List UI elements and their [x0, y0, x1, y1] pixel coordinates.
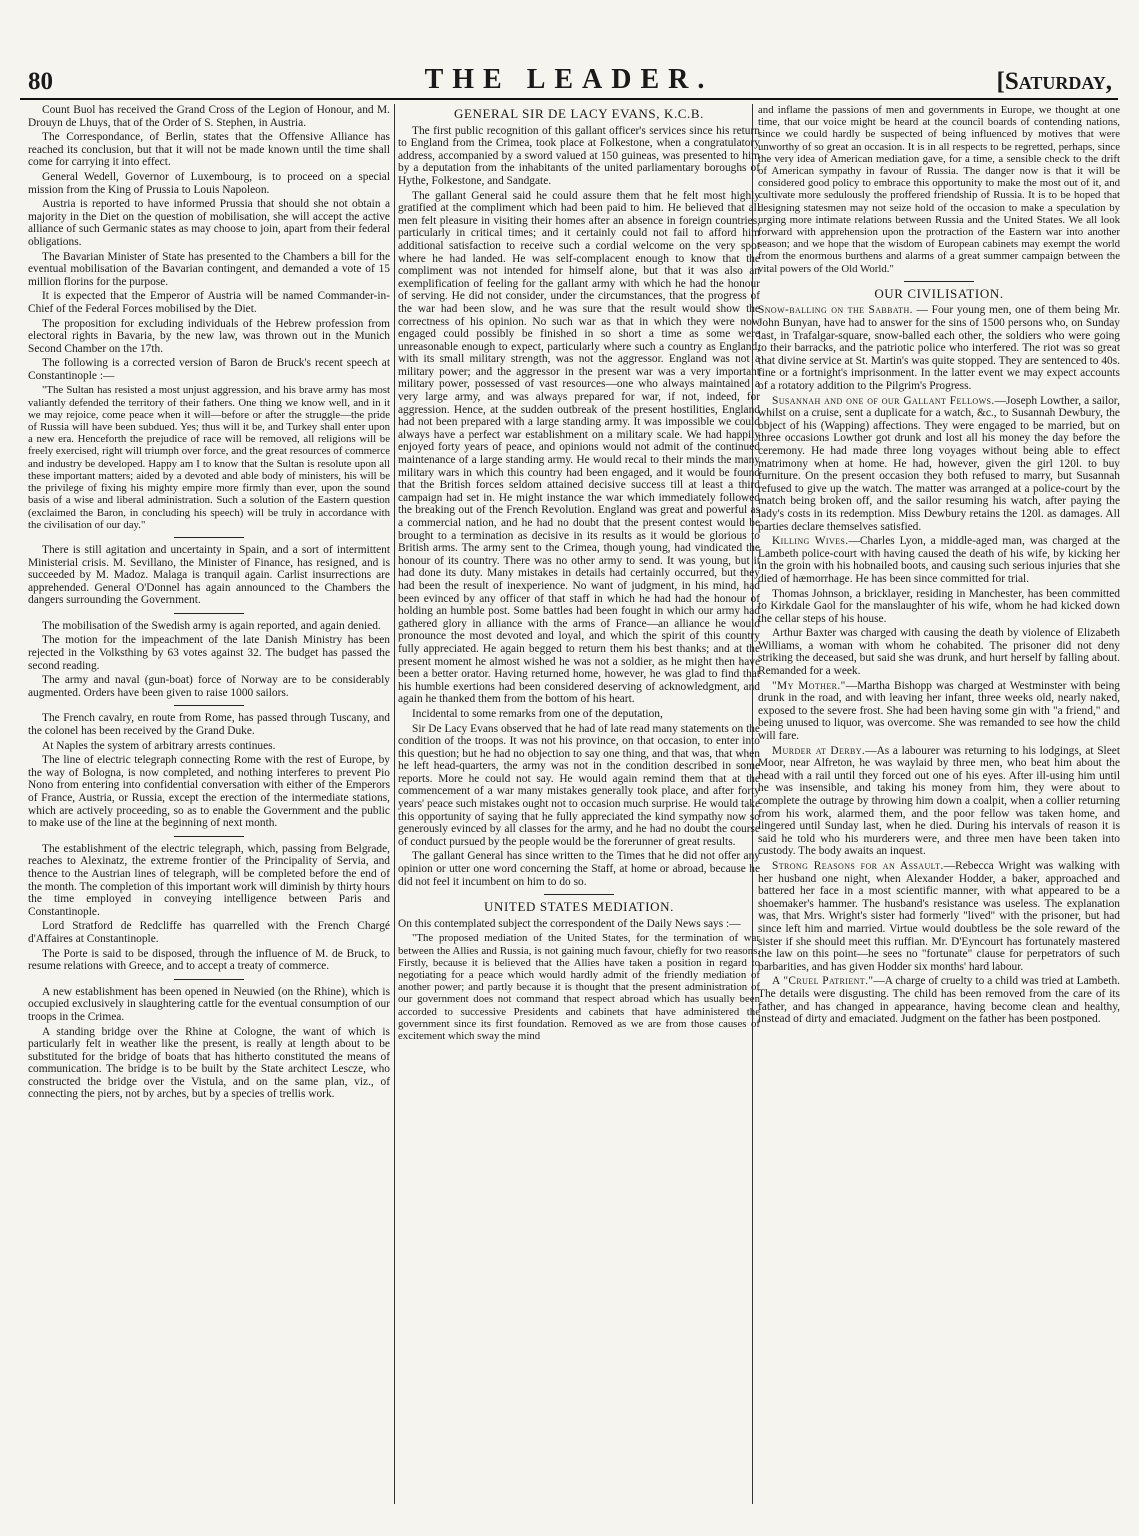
paragraph: There is still agitation and uncertainty in Spain, and a sort of intermittent Ministerial crisis. M. Sevillano, the Minister of Finance, has resigned, and is succeeded by M. Madoz. Malaga is tranquil again. Carlist insurrections are apprehended. General O'Donnel has again announced to the Chambers the dangers surrounding the Government.	[28, 543, 390, 607]
quoted-speech: "The Sultan has resisted a most unjust aggression, and his brave army has most valiantly defended the territory of their fathers. One thing we know well, and in it we may rejoice, come peace when it will—before or after the struggle—the pride of Russia will have been subdued. Yes; thus will it be, and Turkey shall enter upon a new era. Henceforth the prejudice of race will be removed, all religions will be freely exercised, right will triumph over force, and the great resources of commerce and industry be developed. Happy am I to know that the Sultan is resolute upon all these important matters; aided by a devoted and able body of ministers, his will be the privilege of fixing his mighty empire more firmly than ever, upon the sound basis of a wise and liberal administration. Such a solution of the Eastern question (exclaimed the Baron, in concluding his speech) will be truly in accordance with the civilisation of our day."	[28, 384, 390, 531]
paragraph: The Porte is said to be disposed, through the influence of M. de Bruck, to resume relations with Greece, and to accept a treaty of commerce.	[28, 947, 390, 973]
paragraph: Sir De Lacy Evans observed that he had of late read many statements on the condition of the troops. It was not his province, on that occasion, to enter into this question; but he had no objection to say one thing, and that was, that when he left head-quarters, the army was not in the condition described in some reports. More he could not say. He would again remind them that at the commencement of a war many mistakes generally took place, and after forty years' peace such mistakes ought not to occasion much surprise. He would take this opportunity of saying that he fully appreciated the kind sympathy now so generously evinced by all classes for the army, and he had no doubt the course of conduct pursued by the people would be the forerunner of great results.	[398, 722, 760, 848]
item-text: — Four young men, one of them being Mr. John Bunyan, have had to answer for the sins of 1500 persons who, on Sunday last, in Trafalgar-square, snow-balled each other, the soldiers who were going to their barracks, and the patriotic police who interfered. The riot was so great that divine service at St. Martin's was quite stopped. They are sentenced to 40s. fine or a fortnight's imprisonment. In the latter event we may expect accounts of a rotatory addition to the Pilgrim's Progress.	[758, 304, 1120, 392]
page-header	[20, 58, 1118, 100]
paragraph: A standing bridge over the Rhine at Cologne, the want of which is particularly felt in weather like the present, is really at length about to be substituted for the bridge of boats that has hitherto constituted the means of communication. The bridge is to be built by the State architect Lescze, who constructed the bridge over the Vistula, and on the same plan, viz., of connecting the piers, not by arches, but by a species of trellis work.	[28, 1025, 390, 1101]
paragraph: The gallant General said he could assure them that he felt most highly gratified at the compliment which had been paid to him. He believed that all men felt pleasure in visiting their homes after an absence in foreign countries, particularly in critical times; and it certainly could not fail to afford him additional satisfaction to receive such a cordial welcome on the very spot where he had landed. He was self-complacent enough to know that the compliment was not intended for himself alone, but that it was also an exemplification of feeling for the gallant army with which he had the honour of serving. He did not consider, under the circumstances, that the progress of the war had been slow, and he was sure that the result would show the correctness of his opinion. No such war as that in which they were now engaged could possibly be finished in so short a time as some were unreasonable enough to expect, particularly where such a country as England, with its small military strength, was not the aggressor. England was not a military power; and the aggressor in the present war was a very important military power, possessed of vast resources—one who always maintained a very large army, and was always prepared for war, if not, indeed, for aggression. Hence, at the sudden outbreak of the present hostilities, England had not been prepared with a large standing army. It was impossible we could always have a perfect war establishment on a military scale. We had happily enjoyed forty years of peace, and opinions would not admit of the continued maintenance of a large standing army. He would recal to their minds the many military wars in which this country had been engaged, and it would be found that the British forces seldom attained decisive success till at least a third campaign had set in. He might instance the war which immediately followed the breaking out of the French Revolution. England was great and powerful as a commercial nation, and he had no doubt that the present contest would be brought to a termination as decisive in its results as it would be glorious to British arms. The army sent to the Crimea, though young, had vindicated the honour of its country. There was no other army to send. It was young, but it had done its duty. Many mistakes in details had certainly occurred, but they had been the result of inexperience. No want of judgment, in his mind, had been evinced by any officer of that staff in which he had had the honour of holding an humble post. Some battles had been fought in which our army had gathered glory in alliance with the arms of France—an alliance he would pronounce the most devoted and loyal, and which the spirit of this country fully appreciated. He again begged to return them his best thanks; and at the present moment he almost wished he was not a soldier, as he might then have been a better orator. Having returned home, however, he was glad to find that his humble exertions had been considered deserving of acknowledgment, and again he thanked them from the bottom of his heart.	[398, 189, 760, 706]
paragraph: The Bavarian Minister of State has presented to the Chambers a bill for the eventual mobilisation of the Bavarian contingent, and demanded a vote of 15 million florins for the purpose.	[28, 250, 390, 288]
paragraph: The first public recognition of this gallant officer's services since his return to England from the Crimea, took place at Folkestone, when a congratulatory address, accompanied by a sword valued at 150 guineas, was presented to him by a deputation from the inhabitants of the united parliamentary boroughs of Hythe, Folkestone, and Sandgate.	[398, 124, 760, 187]
item-text: —As a labourer was returning to his lodgings, at Sleet Moor, near Alfreton, he was waylaid by three men, who beat him about the head with a rail until they forced out one of his eyes. After ill-using him until he was insensible, and taking his money from him, they were about to complete the outrage by throwing him down a coalpit, when a collier returning from his work, alarmed them, and the poor fellow was taken home, and lingered until Sunday last, when he died. During his intervals of reason it is said he told who his murderers were, and three men have been taken into custody. The body awaits an inquest.	[758, 744, 1120, 858]
item-text: —Martha Bishopp was charged at Westminster with being drunk in the road, and with leaving her infant, three weeks old, nearly naked, exposed to the severe frost. She had been having some gin with "a friend," and being unused to liquor, was overcome. She was remanded to see how the child will fare.	[758, 679, 1120, 743]
paragraph: Arthur Baxter was charged with causing the death by violence of Elizabeth Williams, a woman with whom he cohabited. The prisoner did not deny striking the deceased, but said she was drunk, and hurt herself by falling about. Remanded for a week.	[758, 627, 1120, 678]
paragraph: The gallant General has since written to the Times that he did not offer any opinion or utter one word concerning the Staff, at home or abroad, because he did not feel it incumbent on him to do so.	[398, 850, 760, 888]
item-lead: A "Cruel Patrient."	[772, 975, 874, 988]
paragraph: The motion for the impeachment of the late Danish Ministry has been rejected in the Volksthing by 63 votes against 32. The budget has passed the second reading.	[28, 634, 390, 672]
section-separator	[544, 894, 614, 895]
paragraph: The following is a corrected version of Baron de Bruck's recent speech at Constantinople :—	[28, 357, 390, 382]
item-lead: Strong Reasons for an Assault.	[772, 859, 944, 872]
paragraph: The Correspondance, of Berlin, states that the Offensive Alliance has reached its conclusion, but that it will not be made known until the time shall come for carrying it into effect.	[28, 131, 390, 169]
section-heading: OUR CIVILISATION.	[874, 285, 1004, 301]
column-3	[758, 104, 1120, 1524]
paragraph: Thomas Johnson, a bricklayer, residing in Manchester, has been committed to Kirkdale Gaol for the manslaughter of his wife, whom he had kicked down the cellar steps of his house.	[758, 587, 1120, 625]
section-separator	[174, 836, 244, 837]
paragraph: The army and naval (gun-boat) force of Norway are to be considerably augmented. Orders have been given to raise 1000 sailors.	[28, 674, 390, 699]
paragraph: Count Buol has received the Grand Cross of the Legion of Honour, and M. Drouyn de Lhuys, that of the Order of S. Stephen, in Austria.	[28, 104, 390, 129]
item-text: —Charles Lyon, a middle-aged man, was charged at the Lambeth police-court with having caused the death of his wife, by kicking her in the groin with his hobnailed boots, and causing such serious injuries that she died of hæmorrhage. He has been since committed for trial.	[758, 535, 1120, 585]
masthead-day: [Saturday,	[996, 68, 1112, 95]
page-number: 80	[28, 68, 53, 95]
column-2	[398, 104, 760, 1524]
paragraph: General Wedell, Governor of Luxembourg, is to proceed on a special mission from the King of Prussia to Louis Napoleon.	[28, 170, 390, 196]
item-lead: Killing Wives.	[772, 535, 849, 548]
paragraph: On this contemplated subject the correspondent of the Daily News says :—	[398, 917, 741, 930]
item-text: —A charge of cruelty to a child was tried at Lambeth. The details were disgusting. The child has been removed from the care of its father, and has changed in appearance, having become clean and healthy, instead of dirty and emaciated. Judgment on the father has been postponed.	[758, 975, 1120, 1026]
quoted-letter-continued: and inflame the passions of men and governments in Europe, we thought at one time, that our voice might be heard at the council boards of contending nations, since we could hardly be suspected of being influenced by motives that were unworthy of so great an occasion. It is in all respects to be regretted, perhaps, since the very idea of American mediation gave, for a time, a sensible check to the drift of American sympathy in favour of Russia. The danger now is that it will be considered good policy to embrace this opportunity to make the most out of it, and cultivate more sedulously the proffered friendship of Russia. It is to be hoped that designing statesmen may not seize hold of the occasion to make a speculation by urging more intimate relations between Russia and the United States. We all look forward with apprehension upon the protraction of the Eastern war into another season; and we hope that the wisdom of European cabinets may exempt the world from the enormous burthens and alarms of a great summer campaign between the vital powers of the Old World."	[758, 104, 1120, 275]
section-heading: GENERAL SIR DE LACY EVANS, K.C.B.	[453, 106, 705, 121]
section-separator	[174, 705, 244, 706]
section-heading: UNITED STATES MEDIATION.	[484, 899, 674, 915]
paragraph: Austria is reported to have informed Prussia that should she not obtain a majority in the Diet on the question of mobilisation, she will accept the active alliance of such Germanic states as may choose to join, apart from their federal obligations.	[28, 198, 390, 248]
quoted-letter: "The proposed mediation of the United States, for the termination of war between the Allies and Russia, is not gaining much favour, chiefly for two reasons. Firstly, because it is believed that the Allies have taken a position in regard to negotiating for a peace which would hardly admit of the friendly mediation of another power; and partly because it is thought that the present administration of our government does not command that respect abroad which has usually been accorded to successive Presidents and cabinets that have administered the government since its first foundation. Removed as we are from those causes of excitement which sway the mind	[398, 932, 760, 1043]
column-rule	[394, 104, 395, 1504]
paragraph: The proposition for excluding individuals of the Hebrew profession from electoral rights in Bavaria, by the new law, was thrown out in the Munich Second Chamber on the 17th.	[28, 317, 390, 355]
item-text: —Joseph Lowther, a sailor, whilst on a cruise, sent a duplicate for a watch, &c., to Susannah Dewbury, the object of his (Wapping) affections. They were engaged to be married, but on three occasions Lowther got drunk and lost all his money the day before the ceremony. He had made three long voyages without being able to effect matrimony when at home. He had, however, given the girl 120l. to buy furniture. On the present occasion they both refused to marry, but Susannah refused to give up the watch. The matter was arranged at a police-court by the match being broken off, and the sailor resuming his watch, after paying the lady's costs in its redemption. Miss Dewbury retains the 120l. as damages. All parties declare themselves satisfied.	[758, 394, 1120, 533]
section-separator	[174, 613, 244, 614]
section-separator	[174, 979, 244, 980]
section-separator	[904, 281, 974, 282]
paragraph: A new establishment has been opened in Neuwied (on the Rhine), which is occupied exclusively in slaughtering cattle for the eventual consumption of our troops in the Crimea.	[28, 985, 390, 1023]
item-lead: Snow-balling on the Sabbath.	[758, 304, 913, 317]
item-lead: "My Mother."	[772, 679, 846, 692]
item-lead: Murder at Derby.	[772, 744, 866, 757]
item-lead: Susannah and one of our Gallant Fellows.	[772, 394, 995, 407]
masthead-title: THE LEADER.	[424, 64, 714, 95]
section-separator	[174, 537, 244, 538]
paragraph: At Naples the system of arbitrary arrests continues.	[42, 739, 276, 752]
paragraph: The French cavalry, en route from Rome, has passed through Tuscany, and the colonel has been received by the Grand Duke.	[28, 712, 390, 738]
paragraph: Incidental to some remarks from one of the deputation,	[412, 707, 663, 720]
item-text: —Rebecca Wright was walking with her husband one night, when Alexander Hodder, a baker, approached and battered her face in a most scientific manner, with what appeared to be a shoemaker's hammer. The husband's resistance was useless. The explanation was, that Mrs. Wright's sister had formerly "lived" with the prisoner, but had since left him and married. Virtue would doubtless be the sole reward of the sister if she should meet this ruffian. Mr. D'Eyncourt has fortunately mastered the law on this point—he sees no "fortunate" clause for perpetrators of such barbarities, and has given Hodder six months' hard labour.	[758, 859, 1120, 973]
paragraph: The line of electric telegraph connecting Rome with the rest of Europe, by the way of Bologna, is now completed, and nothing interferes to prevent Pio Nono from entering into confidential conversation with either of the Emperors of France, Austria, or Russia, except the erection of the intermediate stations, which are actively proceeding, so as to enable the Government and the public to make use of the line at the beginning of next month.	[28, 754, 390, 830]
paragraph: It is expected that the Emperor of Austria will be named Commander-in-Chief of the Federal Forces mobilised by the Diet.	[28, 290, 390, 315]
paragraph: The mobilisation of the Swedish army is again reported, and again denied.	[42, 619, 381, 632]
paragraph: Lord Stratford de Redcliffe has quarrelled with the French Chargé d'Affaires at Constantinople.	[28, 920, 390, 945]
paragraph: The establishment of the electric telegraph, which, passing from Belgrade, reaches to Alexinatz, the extreme frontier of the Principality of Servia, and thence to the Austrian lines of telegraph, will be completed before the end of the month. The completion of this important work will diminish by thirty hours the time employed in conveying intelligence between Paris and Constantinople.	[28, 842, 390, 918]
column-1	[28, 104, 390, 1524]
